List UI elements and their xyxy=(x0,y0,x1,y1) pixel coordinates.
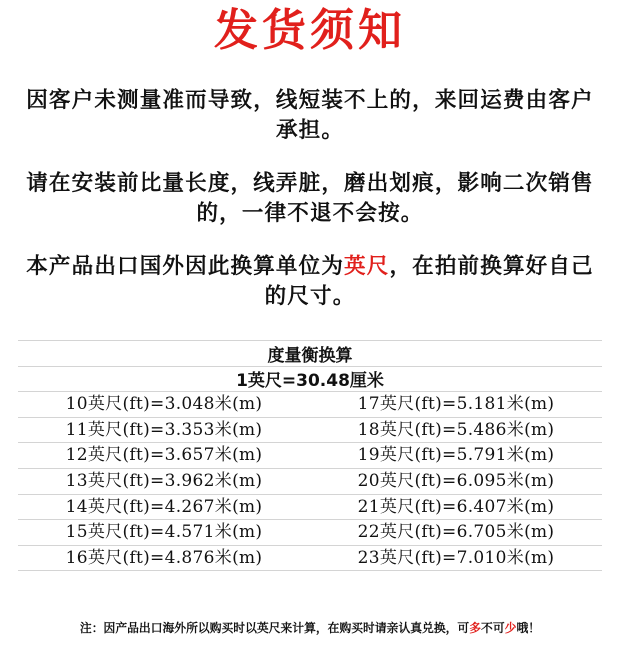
note-end: 哦！ xyxy=(516,621,541,635)
unit-conversion-text xyxy=(20,252,600,312)
note-mid: 不可 xyxy=(481,621,505,635)
table-row xyxy=(18,418,602,444)
table-cell-left: 14英尺(ft)=4.267米(m) xyxy=(65,496,263,517)
table-cell-left: 12英尺(ft)=3.657米(m) xyxy=(65,445,263,466)
table-subheading: 1英尺=30.48厘米 xyxy=(236,371,384,392)
footer-note xyxy=(0,618,620,638)
table-cell-right: 23英尺(ft)=7.010米(m) xyxy=(357,547,555,568)
table-cell-right: 17英尺(ft)=5.181米(m) xyxy=(357,394,555,415)
table-row xyxy=(18,469,602,495)
return-policy-text: 请在安装前比量长度，线弄脏，磨出划痕，影响二次销售的，一律不退不会按。 xyxy=(26,171,594,226)
table-subheading-row xyxy=(18,367,602,393)
table-cell-left: 16英尺(ft)=4.876米(m) xyxy=(65,547,263,568)
unit-text-after: ，在拍前换算好自己的尺寸。 xyxy=(264,254,594,309)
table-heading-row xyxy=(18,341,602,367)
table-heading: 度量衡换算 xyxy=(267,345,353,366)
notice-title: 发货须知 xyxy=(214,5,406,56)
table-row xyxy=(18,546,602,572)
table-cell-right: 20英尺(ft)=6.095米(m) xyxy=(357,470,555,491)
table-cell-right: 18英尺(ft)=5.486米(m) xyxy=(357,419,555,440)
conversion-table xyxy=(18,340,602,571)
table-cell-left: 11英尺(ft)=3.353米(m) xyxy=(65,419,263,440)
unit-text-before: 本产品出口国外因此换算单位为 xyxy=(26,254,345,279)
note-main: 注：因产品出口海外所以购买时以英尺来计算，在购买时请亲认真兑换，可 xyxy=(79,621,470,635)
shipping-liability-text: 因客户未测量准而导致，线短装不上的，来回运费由客户承担。 xyxy=(26,88,594,143)
unit-highlight: 英尺 xyxy=(344,254,390,279)
table-cell-right: 19英尺(ft)=5.791米(m) xyxy=(357,445,555,466)
table-row xyxy=(18,443,602,469)
table-cell-left: 13英尺(ft)=3.962米(m) xyxy=(65,470,263,491)
table-cell-left: 15英尺(ft)=4.571米(m) xyxy=(65,522,263,543)
note-highlight-more: 多 xyxy=(469,621,482,635)
table-row xyxy=(18,392,602,418)
table-cell-right: 22英尺(ft)=6.705米(m) xyxy=(357,522,555,543)
table-cell-left: 10英尺(ft)=3.048米(m) xyxy=(65,394,263,415)
table-cell-right: 21英尺(ft)=6.407米(m) xyxy=(357,496,555,517)
table-row xyxy=(18,495,602,521)
table-row xyxy=(18,520,602,546)
note-highlight-less: 少 xyxy=(504,621,517,635)
